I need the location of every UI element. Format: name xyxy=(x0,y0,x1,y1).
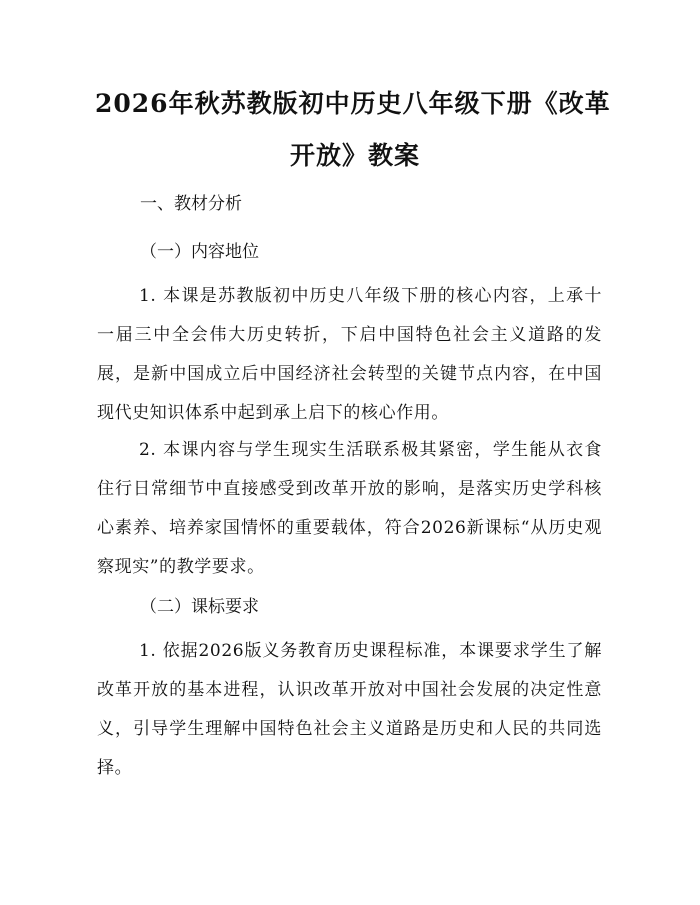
section-heading-analysis: 一、教材分析 xyxy=(140,194,242,214)
subsection-heading-curriculum-standards: （二）课标要求 xyxy=(140,597,259,617)
paragraph-content-1: 1. 本课是苏教版初中历史八年级下册的核心内容，上承十一届三中全会伟大历史转折，下启中国特色社会主义道路的发展，是新中国成立后中国经济社会转型的关键节点内容，在中国现代史知识体系中起到承上启下的核心作用。 xyxy=(97,286,602,423)
paragraph-standard-1: 1. 依据2026版义务教育历史课程标准，本课要求学生了解改革开放的基本进程，认识改革开放对中国社会发展的决定性意义，引导学生理解中国特色社会主义道路是历史和人民的共同选择。 xyxy=(97,641,602,778)
title-line-2: 开放》教案 xyxy=(289,141,420,170)
title-line-1: 2026年秋苏教版初中历史八年级下册《改革 xyxy=(95,89,611,118)
subsection-heading-content-position: （一）内容地位 xyxy=(140,242,259,262)
document-title xyxy=(95,82,615,178)
paragraph-content-2: 2. 本课内容与学生现实生活联系极其紧密，学生能从衣食住行日常细节中直接感受到改革开放的影响，是落实历史学科核心素养、培养家国情怀的重要载体，符合2026新课标“从历史观察现实”的教学要求。 xyxy=(97,440,602,577)
